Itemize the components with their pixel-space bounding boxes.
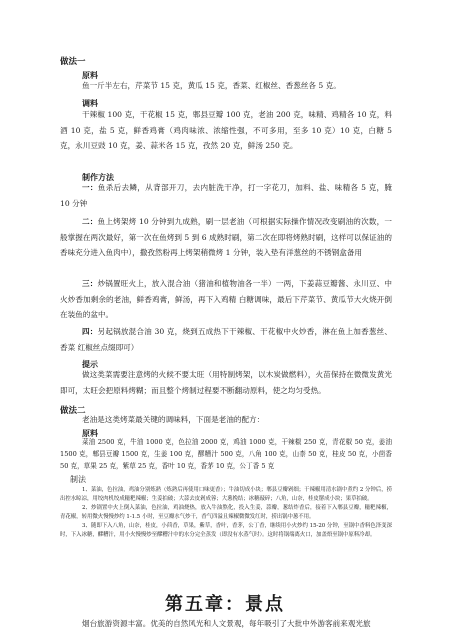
step-2-text: 鱼上烤架烤 10 分钟到九成熟，刷一层老油（可根据实际操作情况改变刷油的次数，一般掌握在两次最好，第一次在鱼烤到 5 到 6 成熟时刷，第二次在即将烤熟时刷，这样可以保证油的香味充分进入鱼肉中），撒孜然粉再上烤架稍微烤 1 分钟，装入垫有洋葱丝的不锈钢盒备用	[60, 217, 392, 258]
method2-ingredients-paragraph: 菜油 2500 克，牛油 1000 克，色拉油 2000 克，鸡油 1000 克，干辣椒 250 克，青花椒 50 克，姜油 1500 克，郫县豆瓣 1500 克，生姜 100 克，醪糟汁 500 克，八角 100 克，山柰 50 克，桂皮 50 克，小茴香 50 克，草果 25 克，紫草 25 克，香叶 10 克，香茅 10 克，公丁香 5 克	[60, 438, 392, 470]
chapter-title: 第五章：景点	[165, 594, 285, 615]
seasoning-paragraph: 干辣椒 100 克，干花椒 15 克，郫县豆瓣 100 克，老油 200 克，味精、鸡精各 10 克，料酒 10 克，盐 5 克，鲜香鸡膏（鸡肉味浓、浓缩性强，不可多用，至多 10 克）10 克，白糖 5 克，永川豆豉 10 克，姜、蒜米各 15 克，孜然 20 克，鲜汤 250 克。	[60, 110, 392, 151]
method2-step-1: 1、菜油，色拉油，鸡油分别炼熟（炼熟后再使用口味更香）；牛油切成小块；郫县豆瓣剁细；干辣椒用清水锅中煮约 2 分钟后，捞出控水晾凉，用绞肉机绞成糍粑辣椒；生姜拍破；大蒜去皮剁成蓉；大葱挽结；冰糖敲碎；八角，山奈，桂皮掰成小块；果草拍破。	[60, 487, 392, 502]
step-2	[60, 214, 392, 261]
step-4	[60, 324, 392, 355]
method2-heading: 做法二	[60, 406, 86, 416]
seasoning-heading: 调料	[82, 99, 98, 108]
ingredients-paragraph: 鱼一斤半左右，芹菜节 15 克，黄瓜 15 克，香菜、红椒丝、香葱丝各 5 克。	[82, 81, 341, 90]
tips-heading: 提示	[82, 360, 98, 369]
step-1-label: 一：	[82, 183, 98, 192]
tips-paragraph: 做这类菜需要注意烤的火候不要太旺（用特制烤架，以木炭做燃料），火苗保持在微微发黄光即可，太旺会把原料烤糊；而且整个烤制过程要不断翻动原料，使之均匀受热。	[60, 370, 392, 395]
chapter-intro-paragraph: 烟台旅游资源丰富。优美的自然风光和人文景观，每年吸引了大批中外游客前来观光旅	[82, 619, 371, 628]
step-4-text: 另起锅放混合油 30 克，烧到五成热下干辣椒、干花椒中火炒香，淋在鱼上加香葱丝、香菜 红椒丝点缀即可）	[60, 327, 392, 352]
step-2-label: 二：	[82, 217, 98, 226]
step-3-text: 炒锅置旺火上，放入混合油（猪油和植物油各一半）一两，下姜蒜豆瓣酱、永川豆、中火炒香加剩余的老油，鲜香鸡膏，鲜汤，再下入鸡精 白糖调味，最后下芹菜节、黄瓜节大火烧开倒在装鱼的盆中。	[60, 279, 393, 320]
step-1	[60, 180, 392, 211]
method2-ingredients-heading: 原料	[82, 429, 98, 438]
ingredients-heading: 原料	[82, 71, 98, 80]
method2-step-2: 2、炒锅置中火上倒入菜油，色拉油，鸡油烧热，放入牛油熬化，投入生姜，蒜瓣，葱结炸香后，接着下入郫县豆瓣，糍粑辣椒，青花椒，转用微火慢慢炒约 1-1.5 小时，至豆瓣水气炒干，香气四溢且辣椒微微发红时，捞出锅中葱不用。	[60, 505, 392, 520]
method2-steps-heading: 制法	[70, 475, 86, 484]
step-3-label: 三：	[82, 279, 98, 288]
method1-heading: 做法一	[60, 57, 86, 67]
step-1-text: 鱼杀后去鳞，从背部开刀，去内脏洗干净，打一字花刀，加料、盐、味精各 5 克，腌 10 分钟	[60, 183, 393, 208]
steps-heading: 制作方法	[82, 173, 114, 182]
method2-step-3: 3、随即下入八角，山奈，桂皮，小茴香，草果，紫草，香叶，香茅，公丁香，继续用小火炒约 15-20 分钟，至锅中香料色泽变深时，下入冰糖，醪糟汁，用小火慢慢炒至醪糟汁中的水分完全蒸发（即没有水蒸气时）。这时将锅端离火口，加盖焐至锅中原料冷却。	[60, 523, 392, 538]
step-3	[60, 276, 392, 323]
method2-intro: 老油是这类烤菜最关键的调味料，下面是老油的配方：	[82, 415, 265, 424]
step-4-label: 四：	[82, 327, 98, 336]
